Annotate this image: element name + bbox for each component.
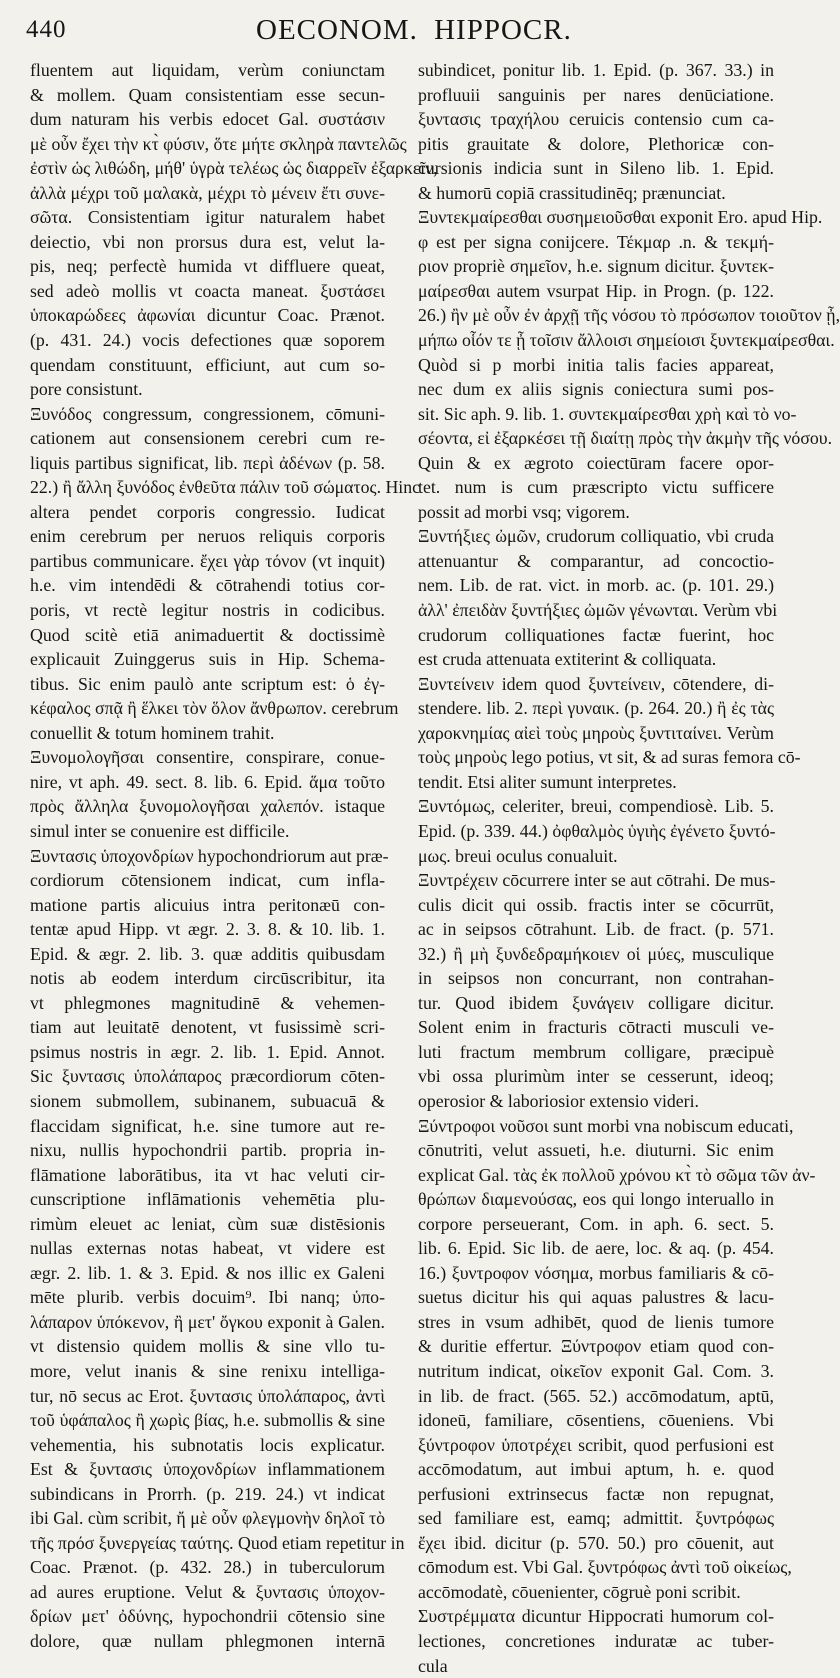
text-line: cunscriptione inflāmationis vehemētia plu- [30,1189,385,1210]
text-line: μαίρεσθαι autem vsurpat Hip. in Progn. (p. 122. [418,280,774,301]
text-line: lectiones, concretiones induratæ ac tuber- [418,1631,774,1651]
text-line: nutritum indicat, οἰκεῖον exponit Gal. Com. 3. [418,1360,774,1381]
text-line: μήπω οἷόν τε ᾖ τοῖσιν ἄλλοισι σημείοισι ξυντεκμαίρεσθαι. [418,330,835,351]
text-line: Ξυντήξιες ὠμῶν, crudorum colliquatio, vbi cruda [418,526,774,547]
text-line: explicat Gal. τὰς ἐκ πολλοῦ χρόνου κτ̀ τὸ σῶμα τῶν ἀν- [418,1164,816,1185]
text-line: sionem submollem, subinanem, subuacuā & [30,1090,385,1111]
text-line: (p. 431. 24.) vocis defectiones quæ soporem [30,330,385,351]
text-line: pitis grauitate & dolore, Plethoricæ con- [418,133,774,154]
text-line: σῶτα. Consistentiam igitur naturalem habet [30,207,385,228]
text-line: ξυντασις τραχήλου ceruicis contensio cum ca- [418,109,774,130]
text-line: cordiorum cōtensionem indicat, cum infla- [30,870,385,891]
text-line: culis dicit qui ossib. fractis inter se cōcurrūt, [418,894,774,915]
running-title: OECONOM. HIPPOCR. [256,14,572,46]
text-line: matione partis alicuius intra peritonæū con- [30,894,385,915]
text-line: idoneū, familiare, cōsentiens, cōueniens. Vbi [418,1410,774,1431]
text-line: deiectio, vbi non prorsus dura est, velut la- [30,231,385,252]
text-line: suetus dicitur his qui aquas palustres & lacu- [418,1287,774,1308]
text-line: tentæ apud Hipp. vt ægr. 2. 3. 8. & 10. lib. 1. [30,919,385,940]
text-line: μὲ οὖν ἔχει τὴν κτ̀ φύσιν, ὅτε μήτε σκληρὰ παντελῶς [30,133,407,154]
text-line: τῆς πρόσ ξυνεργείας ταύτης. Quod etiam repetitur in [30,1532,405,1553]
text-line: ριον propriè σημεῖον, h.e. signum dicitur. ξυντεκ- [418,256,774,277]
text-line: Ξυντείνειν idem quod ξυντείνειν, cōtendere, di- [418,673,774,694]
text-line: cōnutriti, velut assueti, h.e. diuturni. Sic enim [418,1140,774,1161]
text-line: simul inter se conuenire est difficile. [30,820,290,841]
text-line: stendere. lib. 2. περὶ γυναικ. (p. 264. 20.) ἢ ἐς τὰς [418,698,774,719]
text-line: perfusioni extrinsecus factæ non repugnat, [418,1483,774,1504]
text-line: subindicet, ponitur lib. 1. Epid. (p. 367. 33.) in [418,60,774,80]
text-line: Ξυντασις ὑποχονδρίων hypochondriorum aut præ- [30,845,389,866]
text-line: luti fractum membrum colligare, præcipuè [418,1041,774,1062]
text-line: sed adeò mollis vt coacta maneat. ξυστάσει [30,280,385,301]
text-line: nec dum ex aliis signis coniectura sumi pos- [418,379,774,400]
text-line: cursionis indicia sunt in Sileno lib. 1. Epid. [418,158,774,179]
text-line: Quòd si p morbi initia talis facies appareat, [418,354,774,375]
text-line: operosior & laboriosior extensio videri. [418,1090,699,1111]
text-line: nixu, nullis hypochondrii partib. propria in- [30,1140,385,1161]
text-line: Est & ξυντασις ὑποχονδρίων inflammationem [30,1459,385,1480]
page-number: 440 [26,16,67,43]
text-line: conuellit & totum hominem trahit. [30,722,275,743]
text-line: cationem aut consensionem cerebri cum re- [30,428,385,449]
text-line: more, velut inanis & sine renixu intelliga- [30,1360,385,1381]
text-line: ξύντροφον ὑποτρέχει scribit, quod perfusioni est [418,1434,774,1455]
text-line: Ξύντροφοι νοῦσοι sunt morbi vna nobiscum educati, [418,1115,794,1136]
text-line: sed familiare est, eamq; admittit. ξυντρόφως [418,1508,774,1529]
text-line: Quin & ex ægroto coiectūram facere opor- [418,452,774,473]
text-line: δρίων μετ' ὀδύνης, hypochondrii cōtensio sine [30,1606,385,1627]
text-line: vbi ossa plurimùm inter se cesserunt, ideoq; [418,1066,774,1087]
text-line: poris, vt rectè legitur nostris in codicibus. [30,600,385,621]
text-line: 22.) ἢ ἄλλη ξυνόδος ἐνθεῦτα πάλιν τοῦ σώματος. Hinc [30,477,421,498]
text-line: cōmodum est. Vbi Gal. ξυντρόφως ἀντὶ τοῦ οἰκείως, [418,1557,792,1578]
text-line: & humorū copiā crassitudinēq; prænunciat. [418,182,726,203]
text-line: λάπαρον ὑπόκενον, ἢ μετ' ὄγκου exponit à Galen. [30,1311,385,1332]
text-line: dolore, quæ nullam phlegmonen internā [30,1631,385,1651]
text-line: pore consistunt. [30,379,143,400]
text-line: mēte plurib. verbis docuim⁹. Ibi nanq; ὑπο- [30,1287,385,1308]
text-line: Sic ξυντασις ὑπολάπαρος præcordiorum cōten- [30,1066,385,1087]
text-line: ἀλλ' ἐπειδὰν ξυντήξιες ὠμῶν γένωνται. Verùm vbi [418,600,778,621]
text-line: κέφαλος σπᾷ ἢ ἕλκει τὸν ὅλον ἄνθρωπον. cerebrum [30,698,399,719]
text-line: accōmodatum, aut imbui aptum, h. e. quod [418,1459,774,1480]
right-column [418,58,840,1678]
text-line: h.e. vim intendēdi & cōtrahendi totius cor- [30,575,385,596]
text-line: Συστρέμματα dicuntur Hippocrati humorum col- [418,1606,774,1627]
text-line: Coac. Prænot. (p. 432. 28.) in tuberculorum [30,1557,385,1578]
text-line: ac in seipsos cōtrahunt. Lib. de fract. (p. 571. [418,919,774,940]
text-line: τοὺς μηροὺς lego potius, vt sit, & ad suras femora cō- [418,747,801,768]
text-line: φ est per signa conijcere. Τέκμαρ .n. & τεκμή- [418,231,774,252]
text-line: 26.) ἢν μὲ οὖν ἐν ἀρχῇ τῆς νόσου τὸ πρόσωπον τοιοῦτον ᾖ, [418,305,840,326]
text-line: subindicans in Prorrh. (p. 219. 24.) vt indicat [30,1483,385,1504]
text-line: in lib. de fract. (565. 52.) accōmodatum, aptū, [418,1385,774,1406]
text-line: θρώπων διαμενούσας, eos qui longo interuallo in [418,1189,774,1210]
text-line: crudorum colliquationes factæ fuerint, hoc [418,624,774,645]
text-line: accōmodatè, cōuenienter, cōgruè poni scribit. [418,1581,741,1602]
text-line: flāmatione laborātibus, ita vt hac veluti cir- [30,1164,385,1185]
text-line: ὑποκαρώδεες ἀφωνίαι dicuntur Coac. Prænot. [30,305,385,326]
text-line: dum naturam his verbis edocet Gal. συστάσιν [30,109,385,130]
text-line: tur. Quod ibidem ξυνάγειν colligare dicitur. [418,992,774,1013]
text-line: ibi Gal. cùm scribit, ἤ μὲ οὖν φλεγμονὴν δηλοῖ τὸ [30,1508,385,1529]
text-line: explicauit Zuinggerus suis in Hip. Schema- [30,649,385,670]
text-line: χαροκνημίας αἰεὶ τοὺς μηροὺς ξυντιταίνει. Verùm [418,722,774,743]
text-line: & mollem. Quam consistentiam esse secun- [30,84,385,105]
text-line: flaccidam significat, h.e. sine tumore aut re- [30,1115,385,1136]
text-line: liquis partibus significat, lib. περὶ ἀδένων (p. 58. [30,452,385,473]
text-line: ægr. 2. lib. 1. & 3. Epid. & nos illic ex Galeni [30,1262,385,1283]
text-line: tibus. Sic enim paulò ante scriptum est: ὁ ἐγ- [30,673,385,694]
text-line: lib. 6. Epid. Sic lib. de aere, loc. & aq. (p. 454. [418,1238,774,1259]
text-line: quendam constituunt, efficiunt, aut cum so- [30,354,385,375]
text-line: ἀλλὰ μέχρι τοῦ μαλακὰ, μέχρι τὸ μένειν ἔτι συνε- [30,182,385,203]
text-line: nire, vt aph. 49. sect. 8. lib. 6. Epid. ἅμα τοῦτο [30,771,385,792]
text-line: πρὸς ἄλληλα ξυνομολογῆσαι χαλεπόν. istaque [30,796,385,817]
text-line: stres in vsum adhibēt, quod de lienis tumore [418,1311,774,1332]
text-line: Epid. (p. 339. 44.) ὀφθαλμὸς ὑγιὴς ἐγένετο ξυντό- [418,820,776,841]
text-line: Epid. & ægr. 2. lib. 3. quæ additis quibusdam [30,943,385,964]
text-line: vt distensio quidem mollis & sine vllo tu- [30,1336,385,1357]
text-line: pis, neq; perfectè humida vt diffluere queat, [30,256,385,277]
text-line: partibus communicare. ἔχει γὰρ τόνον (vt inquit) [30,550,385,571]
text-line: corpore perseuerant, Com. in aph. 6. sect. 5. [418,1213,774,1234]
text-line: Ξυντρέχειν cōcurrere inter se aut cōtrahi. De mus- [418,870,776,891]
text-line: ad aures eruptione. Velut & ξυντασις ὑποχον- [30,1581,385,1602]
text-line: est cruda attenuata extiterint & colliquata. [418,649,717,670]
text-line: altera pendet corporis congressio. Iudicat [30,501,385,522]
text-line: possit ad morbi vsq; vigorem. [418,501,630,522]
text-line: tendit. Etsi aliter sumunt interpretes. [418,771,677,792]
text-line: enim cerebrum per neruos reliquis corporis [30,526,385,547]
text-line: τοῦ ὑφάπαλος ἢ χωρὶς βίας, h.e. submollis & sine [30,1410,385,1431]
text-line: σέοντα, εἰ ἐξαρκέσει τῇ διαίτῃ πρὸς τὴν ἀκμὴν τῆς νόσου. [418,428,833,449]
text-line: vt phlegmones magnitudinē & vehemen- [30,992,385,1013]
text-line: Solent enim in fracturis cōtracti musculi ve- [418,1017,774,1038]
text-line: tur, nō secus ac Erot. ξυντασις ὑπολάπαρος, ἀντὶ [30,1385,385,1406]
text-line: 16.) ξυντροφον νόσημα, morbus familiaris & cō- [418,1262,774,1283]
text-line: ἐστὶν ὡς λιθώδη, μήθ' ὑγρὰ τελέως ὡς διαρρεῖν ἐξαρκεῖν, [30,158,438,179]
text-line: 32.) ἢ μὴ ξυνδεδραμήκοιεν οἱ μύες, musculique [418,943,774,964]
text-line: profluuii sanguinis per nares denūciatione. [418,84,774,105]
text-line: in seipsos non concurrant, non contrahan- [418,968,774,989]
text-line: attenuantur & comparantur, ad concoctio- [418,550,774,571]
text-line: cula [418,1655,448,1676]
text-line: ἔχει ibid. dicitur (p. 570. 50.) pro cōuenit, aut [418,1532,774,1553]
text-line: sit. Sic aph. 9. lib. 1. συντεκμαίρεσθαι χρὴ καὶ τὸ νο- [418,403,797,424]
text-line: & duritie effertur. Ξύντροφον etiam quod con- [418,1336,774,1357]
left-column [30,58,438,1654]
text-line: tet. num is cum præscripto victu sufficere [418,477,774,498]
text-line: Ξυνόδος congressum, congressionem, cōmuni- [30,403,385,424]
text-line: vehementia, his subnotatis locis explicatur. [30,1434,385,1455]
text-line: nem. Lib. de rat. vict. in morb. ac. (p. 101. 29.) [418,575,774,596]
text-line: Quod scitè etiā animaduertit & doctissimè [30,624,385,645]
page-header [26,14,774,48]
text-line: fluentem aut liquidam, verùm coniunctam [30,60,385,80]
text-line: tiam aut leuitatē denotent, vt fusissimè scri- [30,1017,385,1038]
text-line: psimus nostris in ægr. 2. lib. 1. Epid. Annot. [30,1041,385,1062]
text-line: rimùm eleuet ac leniat, cùm suæ distēsionis [30,1213,385,1234]
text-line: notis ab eodem interdum circūscribitur, ita [30,968,385,989]
text-line: Ξυντόμως, celeriter, breui, compendiosè. Lib. 5. [418,796,774,817]
text-line: nullas externas notas habeat, vt videre est [30,1238,385,1259]
text-line: μως. breui oculus conualuit. [418,845,618,866]
text-line: Ξυνομολογῆσαι consentire, conspirare, conue- [30,747,385,768]
text-line: Ξυντεκμαίρεσθαι συσημειοῦσθαι exponit Ero. apud Hip. [418,207,823,228]
